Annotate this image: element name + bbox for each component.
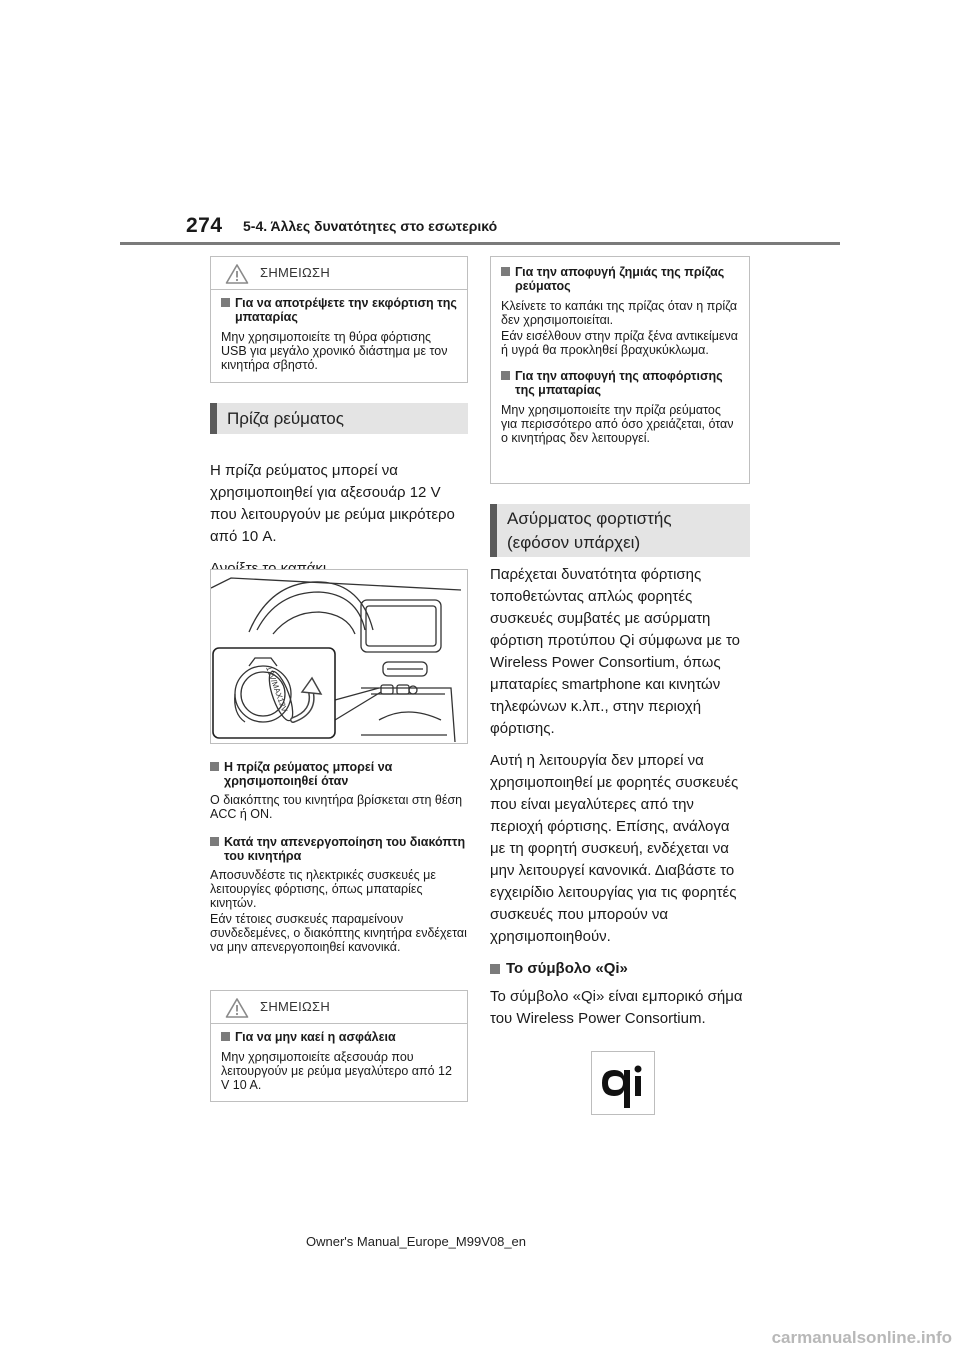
warning-triangle-icon [225, 997, 249, 1019]
page-number: 274 [186, 214, 223, 237]
note-box-battery [210, 256, 468, 383]
usage-notes [210, 760, 468, 954]
wireless-para1: Παρέχεται δυνατότητα φόρτισης τοποθετώντας απλώς φορητές συσκευές συμβατές με ασύρματη φόρτιση προτύπου Qi σύμφωνα με το Wireless Power Consortium, όπως μπαταρίες smartphone και κινητών τηλεφώνων κ.λπ., στην περιοχή φόρτισης. [490, 566, 741, 737]
qi-symbol-text: Το σύμβολο «Qi» είναι εμπορικό σήμα του Wireless Power Consortium. [490, 988, 743, 1027]
usage-text-off-a: Αποσυνδέστε τις ηλεκτρικές συσκευές με λειτουργίες φόρτισης, όπως μπαταρίες κινητών. [210, 868, 436, 910]
note-heading: Για να αποτρέψετε την εκφόρτιση της μπαταρίας [221, 296, 457, 324]
section-header-power-outlet [210, 403, 468, 434]
usage-heading-when: Η πρίζα ρεύματος μπορεί να χρησιμοποιηθεί όταν [210, 760, 468, 788]
dashboard-drawing [211, 570, 467, 743]
section-header-line1: Ασύρματος φορτιστής [507, 509, 672, 528]
section-header-wireless-charger [490, 504, 750, 557]
note-label: ΣΗΜΕΙΩΣΗ [260, 265, 331, 280]
power-outlet-illustration [210, 569, 468, 744]
header-rule [120, 242, 840, 245]
usage-heading-off: Κατά την απενεργοποίηση του διακόπτη του κινητήρα [210, 835, 468, 863]
watermark: carmanualsonline.info [771, 1328, 952, 1347]
usage-text-off-b: Εάν τέτοιες συσκευές παραμείνουν συνδεδεμένες, ο διακόπτης κινητήρα ενδέχεται να μην απενεργοποιηθεί κανονικά. [210, 912, 467, 954]
care-text-battery: Μην χρησιμοποιείτε την πρίζα ρεύματος για περισσότερο από όσο χρειάζεται, όταν ο κινητήρας δεν λειτουργεί. [501, 403, 734, 445]
care-heading-damage: Για την αποφυγή ζημιάς της πρίζας ρεύματος [501, 265, 739, 293]
section-title: 5-4. Άλλες δυνατότητες στο εσωτερικό [243, 218, 498, 234]
qi-logo-frame [591, 1051, 655, 1115]
qi-symbol-heading: Το σύμβολο «Qi» [490, 958, 748, 980]
wireless-para2: Αυτή η λειτουργία δεν μπορεί να χρησιμοποιηθεί με φορητές συσκευές που είναι μεγαλύτερες από την περιοχή φόρτισης. Επίσης, ανάλογα με τη φορητή συσκευή, ενδέχεται να μην λειτουργεί κανονικά. Διαβάστε το εγχειρίδιο λειτουργίας για τις φορητές συσκευές που μπορούν να χρησιμοποιηθούν. [490, 752, 739, 945]
care-text-damage-a: Κλείνετε το καπάκι της πρίζας όταν η πρίζα δεν χρησιμοποιείται. [501, 299, 738, 327]
power-outlet-intro: Η πρίζα ρεύματος μπορεί να χρησιμοποιηθεί για αξεσουάρ 12 V που λειτουργούν με ρεύμα μικρότερο από 10 A. [210, 462, 455, 545]
qi-logo-icon [592, 1052, 654, 1114]
outlet-label: 12V/MAX12V [264, 664, 290, 714]
note-box-outlet-care [490, 256, 750, 484]
care-heading-battery: Για την αποφυγή της αποφόρτισης της μπαταρίας [501, 369, 739, 397]
usage-text-when: Ο διακόπτης του κινητήρα βρίσκεται στη θέση ACC ή ON. [210, 793, 463, 821]
section-header-line2: (εφόσον υπάρχει) [507, 533, 641, 552]
note-header [211, 257, 467, 290]
note-label: ΣΗΜΕΙΩΣΗ [260, 999, 331, 1014]
warning-triangle-icon [225, 263, 249, 285]
note-text: Μην χρησιμοποιείτε αξεσουάρ που λειτουργούν με ρεύμα μεγαλύτερο από 12 V 10 A. [221, 1050, 452, 1092]
note-text: Μην χρησιμοποιείτε τη θύρα φόρτισης USB για μεγάλο χρονικό διάστημα με τον κινητήρα σβηστό. [221, 330, 448, 372]
note-box-fuse [210, 990, 468, 1102]
section-header-label: Πρίζα ρεύματος [227, 409, 344, 428]
note-heading: Για να μην καεί η ασφάλεια [221, 1030, 457, 1044]
care-text-damage-b: Εάν εισέλθουν στην πρίζα ξένα αντικείμενα ή υγρά θα προκληθεί βραχυκύκλωμα. [501, 329, 739, 357]
footer-text: Owner's Manual_Europe_M99V08_en [306, 1234, 527, 1249]
note-header [211, 991, 467, 1024]
wireless-body [490, 564, 748, 1040]
